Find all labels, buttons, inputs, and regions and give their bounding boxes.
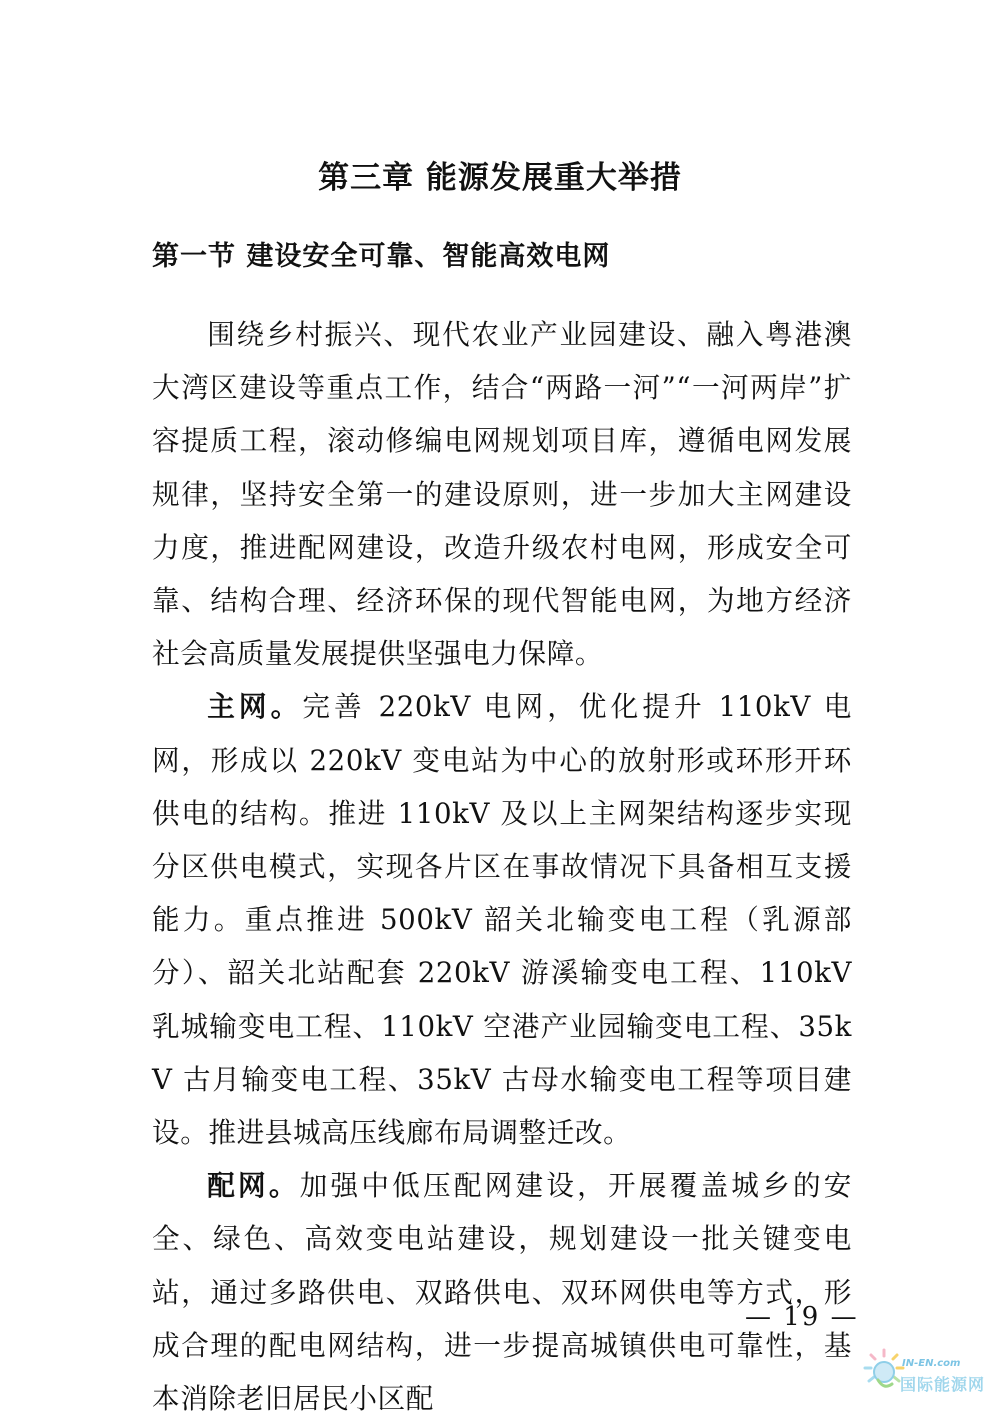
body-text <box>152 308 852 1425</box>
watermark <box>858 1340 998 1410</box>
paragraph-text: 完善 220kV 电网，优化提升 110kV 电网，形成以 220kV 变电站为中心的放射形或环形开环供电的结构。推进 110kV 及以上主网架结构逐步实现分区供电模式，实现各片区在事故情况下具备相互支援能力。重点推进 500kV 韶关北输变电工程（乳源部分）、韶关北站配套 220kV 游溪输变电工程、110kV 乳城输变电工程、110kV 空港产业园输变电工程、35kV 古月输变电工程、35kV 古母水输变电工程等项目建设。推进县城高压线廊布局调整迁改。 <box>152 690 852 1150</box>
page-number: — 19 — <box>745 1302 859 1332</box>
paragraph-lead: 主网。 <box>207 690 303 724</box>
paragraph-text: 加强中低压配网建设，开展覆盖城乡的安全、绿色、高效变电站建设，规划建设一批关键变电站，通过多路供电、双路供电、双环网供电等方式，形成合理的配电网结构，进一步提高城镇供电可靠性，基本消除老旧居民小区配 <box>152 1169 852 1416</box>
paragraph-text: 围绕乡村振兴、现代农业产业园建设、融入粤港澳大湾区建设等重点工作，结合“两路一河”“一河两岸”扩容提质工程，滚动修编电网规划项目库，遵循电网发展规律，坚持安全第一的建设原则，进一步加大主网建设力度，推进配网建设，改造升级农村电网，形成安全可靠、结构合理、经济环保的现代智能电网，为地方经济社会高质量发展提供坚强电力保障。 <box>152 318 852 671</box>
section-title: 第一节 建设安全可靠、智能高效电网 <box>152 241 611 272</box>
watermark-small-text: IN-EN.com <box>902 1358 961 1369</box>
watermark-big-text: 国际能源网 <box>900 1375 986 1394</box>
paragraph-intro <box>152 308 852 680</box>
paragraph-lead: 配网。 <box>207 1169 300 1203</box>
paragraph-main-grid <box>152 680 852 1159</box>
chapter-title: 第三章 能源发展重大举措 <box>318 160 682 196</box>
paragraph-distribution-grid <box>152 1159 852 1425</box>
